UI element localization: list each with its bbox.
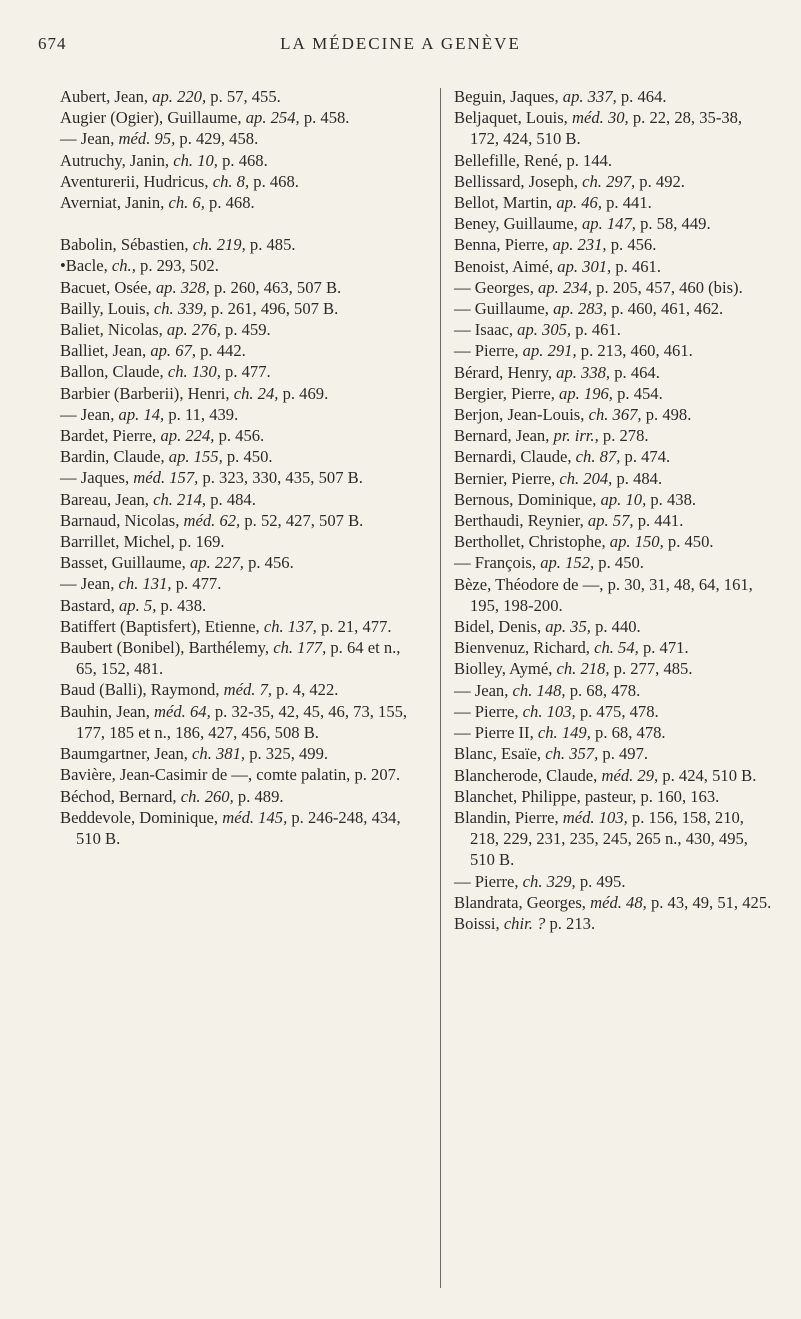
entry-role: ap. 224, bbox=[160, 426, 215, 446]
index-entry bbox=[454, 701, 772, 722]
entry-role: ch. 8, bbox=[212, 171, 250, 191]
entry-name: Bienvenuz, Richard, bbox=[454, 638, 590, 658]
entry-page-refs: p. 456. bbox=[248, 553, 294, 573]
entry-page-refs: p. 205, 457, 460 (bis). bbox=[596, 277, 743, 297]
entry-page-refs: p. 43, 49, 51, 425. bbox=[650, 892, 772, 912]
entry-name: Baud (Balli), Raymond, bbox=[60, 680, 220, 700]
index-entry bbox=[60, 467, 424, 488]
index-entry bbox=[60, 277, 424, 298]
entry-role: méd. 48, bbox=[590, 892, 647, 912]
index-entry bbox=[60, 786, 424, 807]
entry-page-refs: p. 261, 496, 507 B. bbox=[211, 298, 339, 318]
entry-page-refs: p. 459. bbox=[225, 320, 271, 340]
index-entry bbox=[60, 340, 424, 361]
entry-page-refs: p. 442. bbox=[200, 341, 246, 361]
index-entry bbox=[60, 425, 424, 446]
entry-role: ap. 10, bbox=[600, 489, 647, 509]
entry-name: — Georges, bbox=[454, 277, 534, 297]
entry-name: Bardet, Pierre, bbox=[60, 426, 157, 446]
index-entry bbox=[454, 213, 772, 234]
index-entry bbox=[454, 765, 772, 786]
index-column-left bbox=[60, 86, 424, 849]
entry-page-refs: p. 22, 28, 35-38, 172, 424, 510 B. bbox=[470, 108, 743, 149]
entry-page-refs: p. 474. bbox=[624, 447, 671, 467]
index-entry bbox=[454, 362, 772, 383]
entry-page-refs: p. 68, 478. bbox=[595, 723, 666, 743]
entry-page-refs: p. 497. bbox=[602, 744, 649, 764]
index-entry bbox=[454, 340, 772, 361]
index-entry bbox=[60, 701, 424, 743]
entry-role: méd. 103, bbox=[562, 807, 628, 827]
index-entry bbox=[454, 680, 772, 701]
entry-name: — Pierre, bbox=[454, 701, 519, 721]
entry-name: Bastard, bbox=[60, 595, 115, 615]
entry-page-refs: p. 450. bbox=[598, 553, 644, 573]
entry-page-refs: p. 489. bbox=[237, 786, 284, 806]
entry-name: — Pierre, bbox=[454, 341, 519, 361]
entry-name: — Isaac, bbox=[454, 320, 513, 340]
index-entry bbox=[454, 531, 772, 552]
entry-page-refs: p. 456. bbox=[218, 426, 265, 446]
entry-page-refs: p. 477. bbox=[175, 574, 222, 594]
entry-name: Basset, Guillaume, bbox=[60, 553, 186, 573]
entry-role: méd. 157, bbox=[133, 468, 199, 488]
entry-role: ch. 6, bbox=[168, 193, 205, 213]
entry-role: ch. 10, bbox=[173, 150, 218, 170]
entry-page-refs: p. 429, 458. bbox=[179, 129, 259, 149]
entry-page-refs: p. 471. bbox=[642, 638, 689, 658]
entry-role: ch. 367, bbox=[588, 405, 642, 425]
entry-page-refs: p. 458. bbox=[303, 108, 350, 128]
entry-name: Blandin, Pierre, bbox=[454, 807, 559, 827]
entry-role: ch. 329, bbox=[522, 871, 576, 891]
entry-role: ch. 149, bbox=[537, 723, 591, 743]
entry-name: Beguin, Jaques, bbox=[454, 87, 559, 106]
index-entry bbox=[60, 807, 424, 849]
entry-page-refs: p. 156, 158, 210, 218, 229, 231, 235, 245, 265 n., 430, 495, 510 B. bbox=[470, 807, 748, 870]
index-entry bbox=[60, 510, 424, 531]
entry-page-refs: p. 468. bbox=[209, 193, 255, 213]
entry-role: ap. 337, bbox=[562, 87, 617, 106]
entry-page-refs: p. 246-248, 434, 510 B. bbox=[76, 807, 401, 848]
index-entry bbox=[60, 383, 424, 404]
entry-page-refs: p. 441. bbox=[606, 193, 652, 213]
entry-role: ap. 5, bbox=[119, 595, 157, 615]
entry-role: ch. 214, bbox=[153, 489, 207, 509]
index-entry bbox=[454, 913, 772, 934]
entry-page-refs: p. 468. bbox=[253, 171, 299, 191]
entry-role: ch. 297, bbox=[582, 171, 636, 191]
entry-role: chir. ? bbox=[503, 913, 546, 933]
entry-page-refs: p. 460, 461, 462. bbox=[611, 299, 724, 319]
entry-name: Benna, Pierre, bbox=[454, 235, 549, 255]
entry-role: méd. 29, bbox=[601, 765, 659, 785]
entry-name: Barnaud, Nicolas, bbox=[60, 510, 180, 530]
index-entry bbox=[60, 637, 424, 679]
entry-page-refs: p. 468. bbox=[222, 150, 268, 170]
entry-role: ch. 130, bbox=[167, 362, 221, 382]
entry-role: ap. 150, bbox=[609, 532, 664, 552]
running-head bbox=[38, 34, 763, 58]
entry-name: Baumgartner, Jean, bbox=[60, 744, 188, 764]
entry-name: Béchod, Bernard, bbox=[60, 786, 177, 806]
entry-page-refs: p. 52, 427, 507 B. bbox=[244, 510, 364, 530]
entry-name: — Jaques, bbox=[60, 468, 130, 488]
entry-name: Balliet, Jean, bbox=[60, 341, 147, 361]
entry-name: Blanchet, Philippe, pasteur, bbox=[454, 786, 637, 806]
index-entry bbox=[60, 679, 424, 700]
entry-role: ap. 328, bbox=[155, 277, 210, 297]
index-entry bbox=[60, 192, 424, 213]
entry-role: ap. 227, bbox=[189, 553, 244, 573]
entry-role: ch. 54, bbox=[594, 638, 639, 658]
index-entry bbox=[454, 86, 772, 107]
entry-page-refs: p. 293, 502. bbox=[140, 256, 219, 276]
index-entry bbox=[60, 595, 424, 616]
index-entry bbox=[454, 150, 772, 171]
entry-page-refs: p. 213, 460, 461. bbox=[580, 341, 693, 361]
entry-page-refs: p. 68, 478. bbox=[569, 680, 641, 700]
entry-name: Ballon, Claude, bbox=[60, 362, 164, 382]
entry-role: ap. 231, bbox=[552, 235, 607, 255]
index-entry bbox=[454, 892, 772, 913]
entry-page-refs: p. 450. bbox=[226, 447, 273, 467]
entry-name: Bernardi, Claude, bbox=[454, 447, 572, 467]
index-entry bbox=[454, 404, 772, 425]
index-entry bbox=[454, 107, 772, 149]
index-entry bbox=[454, 425, 772, 446]
entry-role: méd. 30, bbox=[572, 108, 629, 128]
entry-role: ap. 254, bbox=[245, 108, 300, 128]
entry-name: Bavière, Jean-Casimir de —, comte palatin, bbox=[60, 765, 351, 785]
entry-page-refs: p. 144. bbox=[566, 150, 613, 170]
entry-page-refs: p. 11, 439. bbox=[168, 404, 239, 424]
entry-name: — Pierre, bbox=[454, 871, 519, 891]
entry-role: ap. 234, bbox=[538, 277, 592, 297]
entry-page-refs: p. 213. bbox=[549, 913, 596, 933]
index-entry bbox=[454, 468, 772, 489]
index-entry bbox=[60, 86, 424, 107]
entry-name: Blandrata, Georges, bbox=[454, 892, 586, 912]
entry-role: ap. 46, bbox=[556, 193, 602, 213]
index-entry bbox=[60, 531, 424, 552]
entry-page-refs: p. 485. bbox=[249, 235, 296, 255]
index-column-right bbox=[454, 86, 772, 934]
index-entry bbox=[454, 171, 772, 192]
entry-role: méd. 7, bbox=[223, 680, 273, 700]
entry-page-refs: p. 454. bbox=[617, 383, 663, 403]
entry-name: Bailly, Louis, bbox=[60, 298, 150, 318]
index-entry bbox=[60, 361, 424, 382]
entry-role: pr. irr., bbox=[553, 426, 599, 446]
entry-role: ch., bbox=[111, 256, 136, 276]
entry-name: Blancherode, Claude, bbox=[454, 765, 598, 785]
entry-role: ap. 155, bbox=[168, 447, 223, 467]
index-entry bbox=[454, 807, 772, 871]
entry-name: — Jean, bbox=[60, 404, 115, 424]
entry-name: — Guillaume, bbox=[454, 299, 549, 319]
index-entry bbox=[454, 510, 772, 531]
index-entry bbox=[60, 234, 424, 255]
index-entry bbox=[454, 743, 772, 764]
entry-name: Benoist, Aimé, bbox=[454, 256, 554, 276]
entry-role: ap. 14, bbox=[118, 404, 165, 424]
index-entry bbox=[454, 298, 772, 319]
entry-name: Beddevole, Dominique, bbox=[60, 807, 219, 827]
entry-page-refs: p. 441. bbox=[637, 511, 684, 531]
entry-name: Berthollet, Christophe, bbox=[454, 532, 606, 552]
entry-page-refs: p. 21, 477. bbox=[320, 616, 392, 636]
entry-name: — François, bbox=[454, 553, 537, 573]
entry-name: Baubert (Bonibel), Barthélemy, bbox=[60, 638, 270, 658]
entry-page-refs: p. 475, 478. bbox=[579, 701, 659, 721]
entry-role: ch. 204, bbox=[559, 468, 613, 488]
entry-page-refs: p. 424, 510 B. bbox=[662, 765, 757, 785]
entry-name: Bérard, Henry, bbox=[454, 362, 552, 382]
entry-name: Bellefille, René, bbox=[454, 150, 563, 170]
index-entry bbox=[454, 256, 772, 277]
entry-page-refs: p. 450. bbox=[667, 532, 714, 552]
entry-role: ch. 357, bbox=[545, 744, 599, 764]
entry-role: ch. 24, bbox=[233, 383, 279, 403]
index-entry bbox=[60, 298, 424, 319]
entry-page-refs: p. 278. bbox=[602, 426, 649, 446]
entry-name: Bergier, Pierre, bbox=[454, 383, 555, 403]
entry-name: Autruchy, Janin, bbox=[60, 150, 170, 170]
entry-role: ap. 305, bbox=[517, 320, 572, 340]
entry-page-refs: p. 456. bbox=[610, 235, 657, 255]
entry-name: Beney, Guillaume, bbox=[454, 214, 578, 234]
entry-role: ch. 137, bbox=[263, 616, 317, 636]
entry-role: ch. 339, bbox=[153, 298, 207, 318]
index-entry bbox=[60, 319, 424, 340]
index-entry bbox=[60, 489, 424, 510]
entry-role: ap. 291, bbox=[522, 341, 577, 361]
entry-role: ap. 283, bbox=[553, 299, 608, 319]
index-entry bbox=[454, 786, 772, 807]
page-number: 674 bbox=[38, 34, 67, 53]
index-entry bbox=[454, 722, 772, 743]
entry-name: Bernous, Dominique, bbox=[454, 489, 597, 509]
entry-role: ap. 35, bbox=[545, 617, 591, 637]
index-entry bbox=[60, 404, 424, 425]
entry-page-refs: p. 495. bbox=[579, 871, 626, 891]
entry-page-refs: p. 64 et n., 65, 152, 481. bbox=[76, 638, 401, 679]
index-entry bbox=[454, 871, 772, 892]
entry-name: Babolin, Sébastien, bbox=[60, 235, 189, 255]
index-entry bbox=[60, 171, 424, 192]
entry-page-refs: p. 484. bbox=[616, 468, 663, 488]
entry-name: Barbier (Barberii), Henri, bbox=[60, 383, 230, 403]
index-entry bbox=[454, 637, 772, 658]
index-entry bbox=[60, 128, 424, 149]
column-divider bbox=[440, 88, 441, 1288]
entry-role: ap. 220, bbox=[152, 87, 207, 106]
entry-page-refs: p. 484. bbox=[210, 489, 256, 509]
entry-name: Boissi, bbox=[454, 913, 500, 933]
entry-name: Bèze, Théodore de —, bbox=[454, 574, 604, 594]
index-entry bbox=[60, 616, 424, 637]
entry-page-refs: p. 58, 449. bbox=[640, 214, 711, 234]
entry-name: — Jean, bbox=[60, 129, 115, 149]
index-columns bbox=[60, 86, 771, 1299]
index-entry bbox=[454, 616, 772, 637]
index-entry bbox=[454, 552, 772, 573]
entry-role: ch. 103, bbox=[522, 701, 576, 721]
entry-name: Aubert, Jean, bbox=[60, 87, 149, 106]
entry-role: méd. 95, bbox=[118, 129, 176, 149]
entry-page-refs: p. 325, 499. bbox=[249, 744, 329, 764]
index-entry bbox=[60, 573, 424, 594]
entry-page-refs: p. 160, 163. bbox=[640, 786, 720, 806]
entry-page-refs: p. 57, 455. bbox=[210, 87, 281, 106]
entry-name: Bacuet, Osée, bbox=[60, 277, 152, 297]
entry-role: ch. 148, bbox=[512, 680, 566, 700]
entry-name: Bellissard, Joseph, bbox=[454, 171, 578, 191]
entry-name: Batiffert (Baptisfert), Etienne, bbox=[60, 616, 260, 636]
index-entry bbox=[60, 743, 424, 764]
entry-page-refs: p. 461. bbox=[615, 256, 661, 276]
index-entry bbox=[60, 552, 424, 573]
entry-name: Biolley, Aymé, bbox=[454, 659, 553, 679]
entry-role: ap. 276, bbox=[166, 320, 221, 340]
entry-name: Beljaquet, Louis, bbox=[454, 108, 568, 128]
entry-page-refs: p. 323, 330, 435, 507 B. bbox=[202, 468, 363, 488]
entry-name: Aventurerii, Hudricus, bbox=[60, 171, 209, 191]
entry-role: ch. 381, bbox=[192, 744, 246, 764]
entry-page-refs: p. 492. bbox=[639, 171, 685, 191]
entry-role: ch. 177, bbox=[273, 638, 327, 658]
index-entry bbox=[454, 446, 772, 467]
index-entry bbox=[60, 150, 424, 171]
entry-name: Bernard, Jean, bbox=[454, 426, 550, 446]
entry-page-refs: p. 4, 422. bbox=[276, 680, 339, 700]
entry-name: — Pierre II, bbox=[454, 723, 534, 743]
entry-role: ap. 67, bbox=[150, 341, 196, 361]
entry-role: ch. 218, bbox=[556, 659, 610, 679]
index-entry bbox=[60, 107, 424, 128]
entry-role: ch. 260, bbox=[180, 786, 234, 806]
entry-role: ap. 196, bbox=[559, 383, 613, 403]
entry-role: ap. 57, bbox=[587, 511, 634, 531]
entry-name: Berjon, Jean-Louis, bbox=[454, 405, 585, 425]
entry-role: ap. 338, bbox=[556, 362, 611, 382]
entry-role: ch. 87, bbox=[575, 447, 621, 467]
entry-page-refs: p. 440. bbox=[595, 617, 641, 637]
entry-name: Bernier, Pierre, bbox=[454, 468, 556, 488]
index-entry bbox=[454, 319, 772, 340]
entry-page-refs: p. 461. bbox=[575, 320, 621, 340]
entry-name: Berthaudi, Reynier, bbox=[454, 511, 584, 531]
index-entry bbox=[454, 574, 772, 616]
entry-name: Bauhin, Jean, bbox=[60, 701, 150, 721]
entry-role: méd. 145, bbox=[222, 807, 288, 827]
entry-name: Bellot, Martin, bbox=[454, 193, 553, 213]
entry-page-refs: p. 277, 485. bbox=[613, 659, 693, 679]
entry-page-refs: p. 260, 463, 507 B. bbox=[213, 277, 342, 297]
entry-name: Bardin, Claude, bbox=[60, 447, 165, 467]
entry-name: Barrillet, Michel, bbox=[60, 532, 175, 552]
entry-page-refs: p. 464. bbox=[620, 87, 667, 106]
entry-name: — Jean, bbox=[454, 680, 509, 700]
entry-role: ap. 152, bbox=[540, 553, 595, 573]
index-entry bbox=[454, 234, 772, 255]
entry-page-refs: p. 438. bbox=[650, 489, 697, 509]
entry-role: ap. 301, bbox=[557, 256, 612, 276]
index-entry bbox=[454, 658, 772, 679]
entry-name: Bareau, Jean, bbox=[60, 489, 149, 509]
entry-name: •Bacle, bbox=[60, 256, 108, 276]
entry-page-refs: p. 30, 31, 48, 64, 161, 195, 198-200. bbox=[470, 574, 753, 615]
entry-name: Augier (Ogier), Guillaume, bbox=[60, 108, 242, 128]
index-entry bbox=[454, 277, 772, 298]
index-entry bbox=[454, 383, 772, 404]
entry-role: ch. 131, bbox=[118, 574, 172, 594]
entry-name: Averniat, Janin, bbox=[60, 193, 165, 213]
index-entry bbox=[454, 489, 772, 510]
entry-name: Baliet, Nicolas, bbox=[60, 320, 163, 340]
entry-name: Bidel, Denis, bbox=[454, 617, 542, 637]
entry-role: ch. 219, bbox=[192, 235, 246, 255]
entry-name: — Jean, bbox=[60, 574, 115, 594]
entry-page-refs: p. 464. bbox=[614, 362, 660, 382]
entry-page-refs: p. 498. bbox=[645, 405, 692, 425]
entry-page-refs: p. 32-35, 42, 45, 46, 73, 155, 177, 185 et n., 186, 427, 456, 508 B. bbox=[76, 701, 408, 742]
index-entry bbox=[60, 764, 424, 785]
entry-page-refs: p. 438. bbox=[160, 595, 207, 615]
entry-role: ap. 147, bbox=[581, 214, 636, 234]
entry-role: méd. 64, bbox=[154, 701, 211, 721]
index-entry bbox=[454, 192, 772, 213]
index-entry bbox=[60, 446, 424, 467]
entry-page-refs: p. 207. bbox=[354, 765, 401, 785]
entry-role: méd. 62, bbox=[183, 510, 241, 530]
index-entry bbox=[60, 255, 424, 276]
entry-page-refs: p. 477. bbox=[225, 362, 271, 382]
running-title: LA MÉDECINE A GENÈVE bbox=[280, 34, 521, 53]
entry-page-refs: p. 169. bbox=[178, 532, 225, 552]
entry-name: Blanc, Esaïe, bbox=[454, 744, 542, 764]
entry-page-refs: p. 469. bbox=[282, 383, 329, 403]
